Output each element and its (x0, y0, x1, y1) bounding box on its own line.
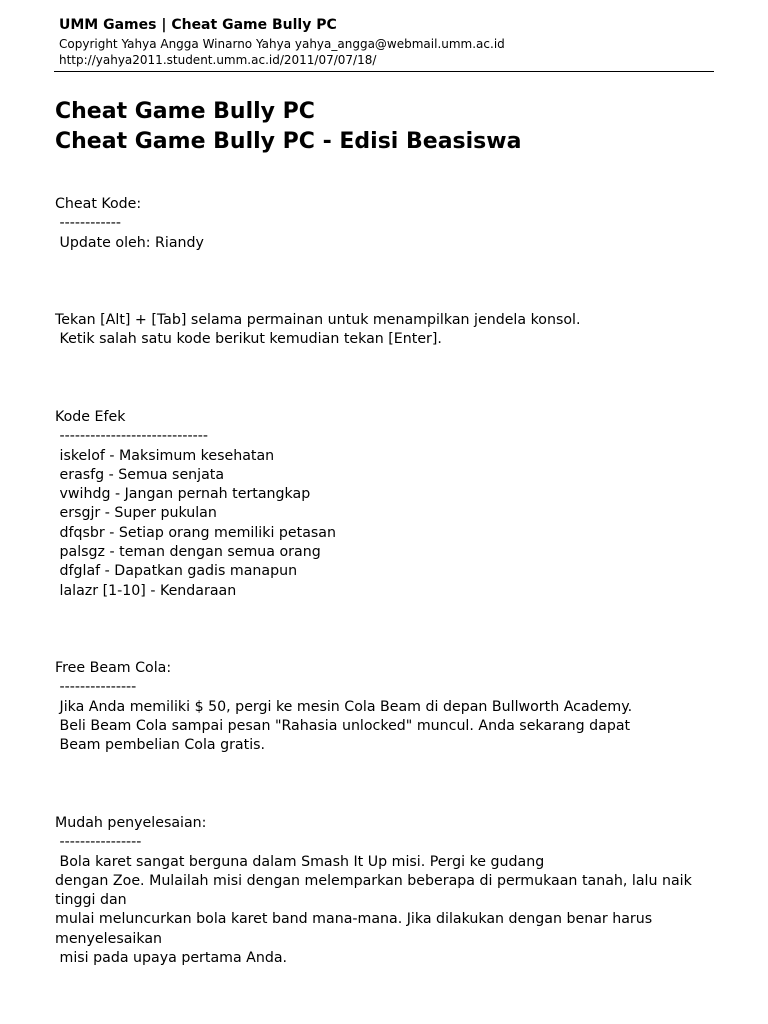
paragraph-line: Beam pembelian Cola gratis. (55, 737, 266, 754)
intro-line: Ketik salah satu kode berikut kemudian tekan [Enter]. (55, 331, 442, 348)
header-divider (54, 71, 714, 72)
article-title: Cheat Game Bully PC (55, 99, 315, 124)
section-heading: Mudah penyelesaian: (55, 815, 207, 831)
section-divider: --------------- (55, 679, 137, 696)
section-divider: ------------ (55, 215, 121, 232)
section-kode-efek (55, 408, 715, 601)
cheat-code-item: vwihdg - Jangan pernah tertangkap (55, 486, 311, 503)
section-mudah-penyelesaian (55, 814, 715, 968)
header-url[interactable]: http://yahya2011.student.umm.ac.id/2011/07/07/18/ (59, 53, 377, 67)
paragraph-line: mulai meluncurkan bola karet band mana-mana. Jika dilakukan dengan benar harus menyelesaikan (55, 911, 653, 947)
section-intro (55, 311, 715, 350)
cheat-code-item: dfglaf - Dapatkan gadis manapun (55, 563, 298, 580)
header-copyright: Copyright Yahya Angga Winarno Yahya yahya_angga@webmail.umm.ac.id (59, 37, 505, 51)
section-divider: ---------------- (55, 834, 142, 851)
cheat-code-item: dfqsbr - Setiap orang memiliki petasan (55, 524, 336, 541)
cheat-code-item: ersgjr - Super pukulan (55, 505, 217, 522)
article-subtitle: Cheat Game Bully PC - Edisi Beasiswa (55, 129, 522, 154)
section-free-beam-cola (55, 659, 715, 755)
update-credit: Update oleh: Riandy (55, 234, 204, 251)
section-cheat-kode (55, 195, 715, 253)
paragraph-line: misi pada upaya pertama Anda. (55, 950, 288, 967)
section-heading: Cheat Kode: (55, 196, 142, 212)
cheat-code-item: lalazr [1-10] - Kendaraan (55, 582, 237, 599)
section-heading: Free Beam Cola: (55, 660, 172, 676)
paragraph-line: Bola karet sangat berguna dalam Smash It Up misi. Pergi ke gudang (55, 853, 545, 870)
cheat-code-item: palsgz - teman dengan semua orang (55, 544, 321, 561)
section-heading: Kode Efek (55, 409, 126, 425)
paragraph-line: Beli Beam Cola sampai pesan "Rahasia unlocked" muncul. Anda sekarang dapat (55, 717, 631, 734)
cheat-code-item: iskelof - Maksimum kesehatan (55, 447, 275, 464)
paragraph-line: Jika Anda memiliki $ 50, pergi ke mesin Cola Beam di depan Bullworth Academy. (55, 698, 633, 715)
cheat-code-item: erasfg - Semua senjata (55, 466, 225, 483)
section-divider: ----------------------------- (55, 428, 208, 445)
paragraph-line: dengan Zoe. Mulailah misi dengan melemparkan beberapa di permukaan tanah, lalu naik tinggi dan (55, 872, 692, 909)
intro-line: Tekan [Alt] + [Tab] selama permainan untuk menampilkan jendela konsol. (55, 312, 581, 328)
header-title: UMM Games | Cheat Game Bully PC (59, 17, 337, 33)
